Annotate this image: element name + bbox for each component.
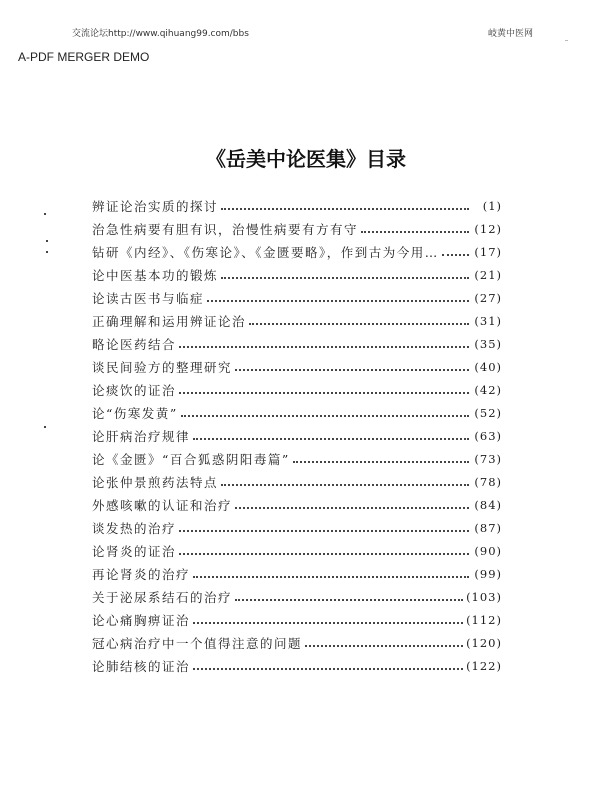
toc-entry-page-number: (42) bbox=[474, 382, 502, 397]
toc-entry[interactable] bbox=[92, 309, 502, 332]
toc-entry-page-number: (103) bbox=[466, 589, 502, 604]
toc-entry-title: 正确理解和运用辨证论治 bbox=[92, 313, 247, 329]
dot-leader bbox=[305, 633, 463, 647]
toc-entry-title: 外感咳嗽的认证和治疗 bbox=[92, 497, 233, 513]
toc-entry-title: 再论肾炎的治疗 bbox=[92, 566, 191, 582]
toc-entry-title: 治急性病要有胆有识，治慢性病要有方有守 bbox=[92, 221, 359, 237]
toc-entry-title: 论中医基本功的锻炼 bbox=[92, 267, 219, 283]
toc-entry[interactable] bbox=[92, 516, 502, 539]
toc-entry-page-number: (73) bbox=[474, 451, 502, 466]
header-site-name: 岐黄中医网 bbox=[488, 29, 534, 39]
watermark: A-PDF MERGER DEMO bbox=[18, 50, 150, 64]
scan-artifact bbox=[44, 213, 46, 215]
toc-entry-title: 钻研《内经》、《伤寒论》、《金匮要略》，作到古为今用… bbox=[92, 244, 439, 260]
dot-leader bbox=[235, 587, 463, 601]
dot-leader bbox=[293, 449, 469, 463]
toc-entry-page-number: (12) bbox=[474, 221, 502, 236]
dot-leader bbox=[235, 357, 469, 371]
toc-entry-page-number: (112) bbox=[466, 612, 502, 627]
dot-leader bbox=[193, 656, 463, 670]
toc-entry-page-number: (27) bbox=[474, 290, 502, 305]
toc-entry-title: 关于泌尿系结石的治疗 bbox=[92, 589, 233, 605]
toc-entry[interactable] bbox=[92, 654, 502, 677]
dot-leader bbox=[221, 265, 469, 279]
toc-entry-page-number: (90) bbox=[474, 543, 502, 558]
toc-entry-title: 论读古医书与临症 bbox=[92, 290, 205, 306]
toc-entry-title: 论痰饮的证治 bbox=[92, 382, 177, 398]
dot-leader bbox=[179, 334, 469, 348]
toc-entry-title: 略论医药结合 bbox=[92, 336, 177, 352]
toc-entry-title: 论肾炎的证治 bbox=[92, 543, 177, 559]
dot-leader bbox=[442, 242, 469, 256]
dot-leader bbox=[249, 311, 469, 325]
toc-entry-page-number: (99) bbox=[474, 566, 502, 581]
toc-entry-title: 论心痛胸痹证治 bbox=[92, 612, 191, 628]
toc-entry-title: 论张仲景煎药法特点 bbox=[92, 474, 219, 490]
scan-artifact bbox=[44, 426, 46, 428]
toc-entry[interactable] bbox=[92, 194, 502, 217]
dot-leader bbox=[179, 541, 469, 555]
dot-leader bbox=[193, 426, 469, 440]
toc-entry-page-number: (1) bbox=[482, 198, 502, 213]
dot-leader bbox=[181, 403, 469, 417]
dot-leader bbox=[179, 518, 469, 532]
toc-entry[interactable] bbox=[92, 539, 502, 562]
toc-entry-page-number: (40) bbox=[474, 359, 502, 374]
toc-entry[interactable] bbox=[92, 470, 502, 493]
toc-entry[interactable] bbox=[92, 355, 502, 378]
toc-entry-page-number: (78) bbox=[474, 474, 502, 489]
toc-entry-page-number: (17) bbox=[474, 244, 502, 259]
header-forum-link: 交流论坛http://www.qihuang99.com/bbs bbox=[72, 29, 249, 39]
dot-leader bbox=[361, 219, 469, 233]
toc-entry[interactable] bbox=[92, 332, 502, 355]
toc-entry[interactable] bbox=[92, 401, 502, 424]
dot-leader bbox=[193, 610, 463, 624]
toc-entry-page-number: (122) bbox=[466, 658, 502, 673]
toc-entry[interactable] bbox=[92, 631, 502, 654]
toc-entry-title: 论肝病治疗规律 bbox=[92, 428, 191, 444]
dot-leader bbox=[179, 380, 469, 394]
dot-leader bbox=[221, 472, 469, 486]
toc-entry[interactable] bbox=[92, 286, 502, 309]
toc-entry-title: 谈民间验方的整理研究 bbox=[92, 359, 233, 375]
scan-artifact bbox=[565, 40, 568, 41]
toc-entry-title: 论肺结核的证治 bbox=[92, 658, 191, 674]
toc-entry[interactable] bbox=[92, 217, 502, 240]
toc-entry-page-number: (120) bbox=[466, 635, 502, 650]
toc-entry[interactable] bbox=[92, 562, 502, 585]
toc-entry[interactable] bbox=[92, 378, 502, 401]
toc-entry-page-number: (84) bbox=[474, 497, 502, 512]
toc-entry-page-number: (21) bbox=[474, 267, 502, 282]
toc-entry-page-number: (87) bbox=[474, 520, 502, 535]
dot-leader bbox=[207, 288, 469, 302]
toc-entry[interactable] bbox=[92, 240, 502, 263]
toc-entry-title: 论“伤寒发黄” bbox=[92, 405, 178, 421]
toc-entry-title: 辨证论治实质的探讨 bbox=[92, 198, 219, 214]
toc-entry[interactable] bbox=[92, 263, 502, 286]
dot-leader bbox=[235, 495, 469, 509]
toc-entry[interactable] bbox=[92, 424, 502, 447]
toc-entry-page-number: (52) bbox=[474, 405, 502, 420]
toc-entry-title: 冠心病治疗中一个值得注意的问题 bbox=[92, 635, 303, 651]
toc-entry-page-number: (35) bbox=[474, 336, 502, 351]
scan-artifact bbox=[46, 240, 48, 242]
toc-entry-title: 论《金匮》“百合狐惑阴阳毒篇” bbox=[92, 451, 290, 467]
toc-entry-title: 谈发热的治疗 bbox=[92, 520, 177, 536]
table-of-contents bbox=[92, 194, 502, 677]
page-title: 《岳美中论医集》目录 bbox=[206, 147, 406, 171]
toc-entry-page-number: (31) bbox=[474, 313, 502, 328]
dot-leader bbox=[221, 196, 469, 210]
toc-entry-page-number: (63) bbox=[474, 428, 502, 443]
toc-entry[interactable] bbox=[92, 608, 502, 631]
toc-entry[interactable] bbox=[92, 447, 502, 470]
scan-artifact bbox=[46, 251, 48, 253]
toc-entry[interactable] bbox=[92, 585, 502, 608]
toc-entry[interactable] bbox=[92, 493, 502, 516]
dot-leader bbox=[193, 564, 469, 578]
